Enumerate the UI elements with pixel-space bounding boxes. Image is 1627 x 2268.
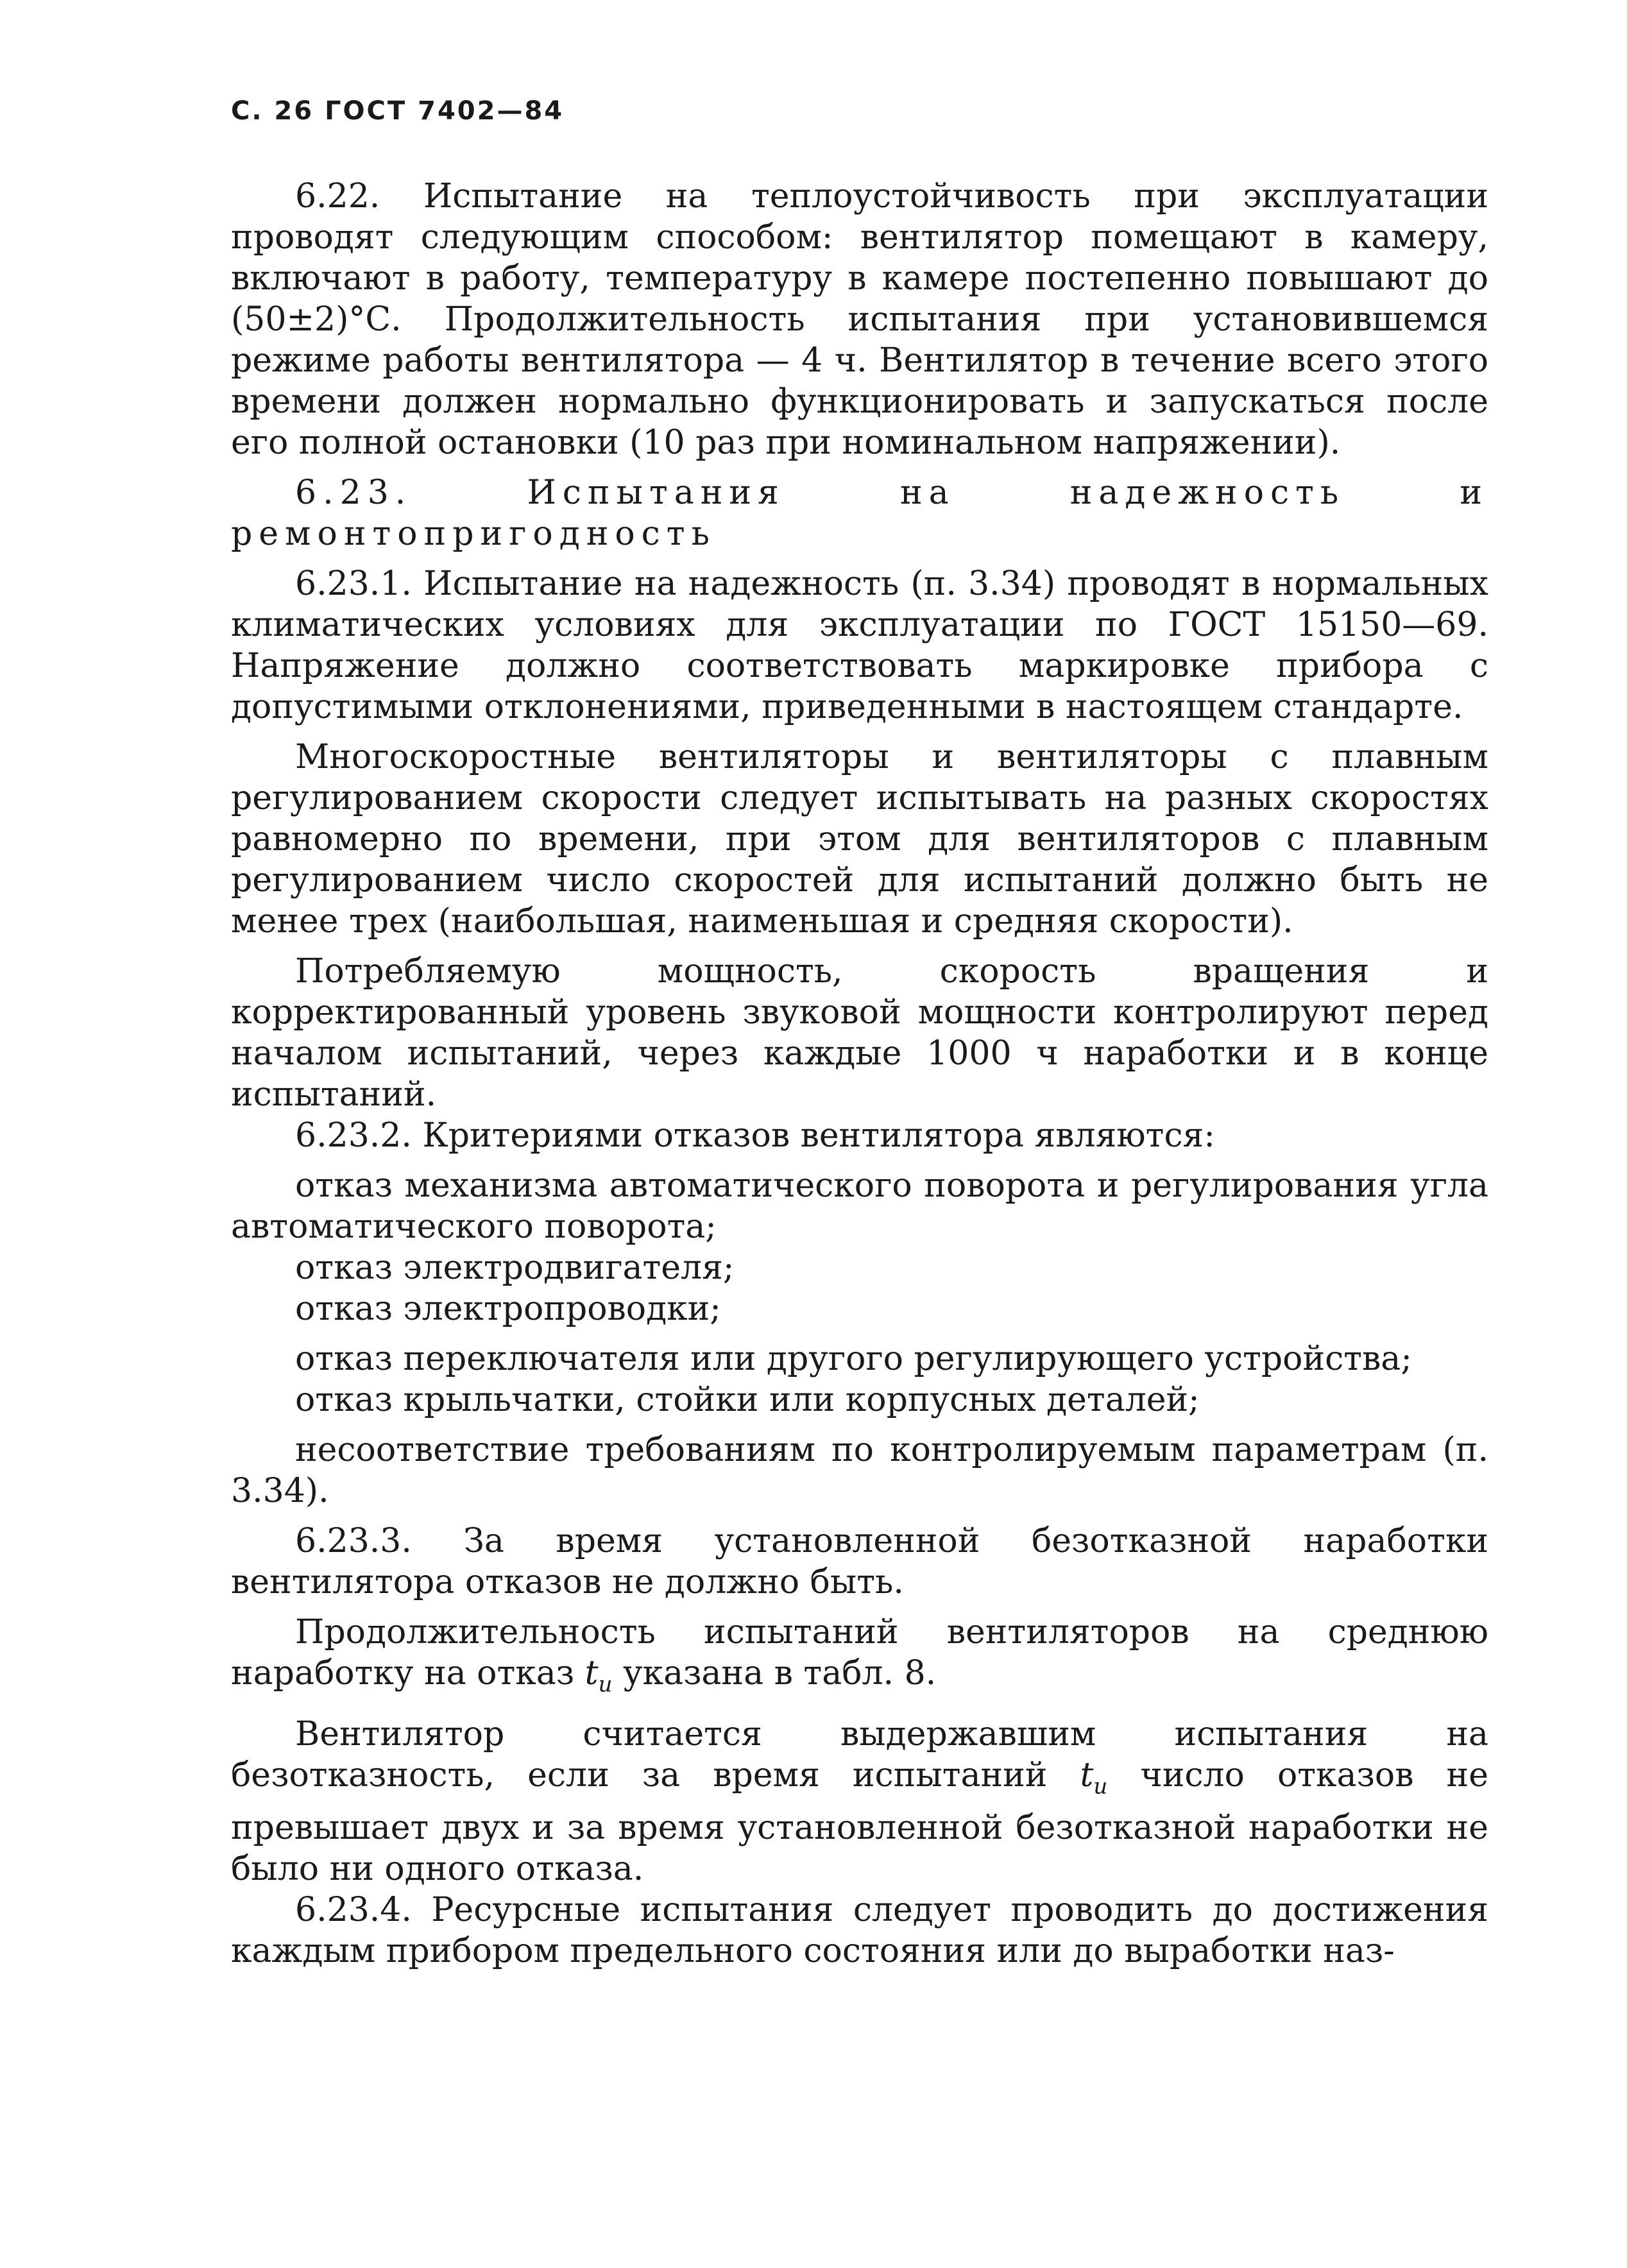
- paragraph-power-control: Потребляемую мощность, скорость вращения и корректированный уровень звуковой мощности контролируют перед началом испытаний, через каждые 1000 ч наработки и в конце испытаний.: [231, 952, 1488, 1114]
- failure-criterion-2: отказ электродвигателя;: [295, 1249, 735, 1287]
- document-page: [231, 96, 1488, 1972]
- variable-t: t: [1080, 1756, 1094, 1795]
- test-duration-text-after: указана в табл. 8.: [612, 1654, 937, 1692]
- paragraph-passed-criteria: [231, 1714, 1488, 1889]
- test-duration-text-before: Продолжительность испытаний вентиляторов на среднюю наработку на отказ: [231, 1613, 1488, 1692]
- paragraph-6-23-1: 6.23.1. Испытание на надежность (п. 3.34) проводят в нормальных климатических условиях для эксплуатации по ГОСТ 15150—69. Напряжение должно соответствовать маркировке прибора с допустимыми отклонениями, приведенными в настоящем стандарте.: [231, 565, 1488, 726]
- page-header: С. 26 ГОСТ 7402—84: [231, 96, 565, 126]
- failure-criterion-3: отказ электропроводки;: [295, 1290, 721, 1328]
- variable-t-subscript: и: [598, 1671, 613, 1698]
- failure-criterion-6: несоответствие требованиям по контролируемым параметрам (п. 3.34).: [231, 1431, 1488, 1510]
- passed-text-after: число отказов не превышает двух и за время установленной безотказной наработки не было ни одного отказа.: [231, 1756, 1488, 1888]
- paragraph-6-23-3: 6.23.3. За время установленной безотказной наработки вентилятора отказов не должно быть.: [231, 1522, 1488, 1601]
- paragraph-multispeed: Многоскоростные вентиляторы и вентиляторы с плавным регулированием скорости следует испытывать на разных скоростях равномерно по времени, при этом для вентиляторов с плавным регулированием число скоростей для испытаний должно быть не менее трех (наибольшая, наименьшая и средняя скорости).: [231, 738, 1488, 941]
- section-heading-6-23: 6.23. Испытания на надежность и ремонтопригодность: [231, 473, 1488, 553]
- paragraph-6-23-2: 6.23.2. Критериями отказов вентилятора являются:: [295, 1116, 1215, 1155]
- paragraph-6-23-4: 6.23.4. Ресурсные испытания следует проводить до достижения каждым прибором предельного состояния или до выработки наз-: [231, 1890, 1488, 1970]
- passed-text-before: Вентилятор считается выдержавшим испытания на безотказность, если за время испытаний: [231, 1715, 1488, 1795]
- paragraph-6-22: 6.22. Испытание на теплоустойчивость при эксплуатации проводят следующим способом: вентилятор помещают в камеру, включают в работу, температуру в камере постепенно повышают до (50±2)°С. Продолжительность испытания при установившемся режиме работы вентилятора — 4 ч. Вентилятор в течение всего этого времени должен нормально функционировать и запускаться после его полной остановки (10 раз при номинальном напряжении).: [231, 177, 1488, 462]
- variable-t: t: [584, 1654, 599, 1692]
- failure-criterion-1: отказ механизма автоматического поворота и регулирования угла автоматического поворота;: [231, 1166, 1488, 1246]
- failure-criterion-5: отказ крыльчатки, стойки или корпусных деталей;: [295, 1381, 1200, 1419]
- paragraph-test-duration: [231, 1612, 1488, 1705]
- failure-criterion-4: отказ переключателя или другого регулирующего устройства;: [295, 1340, 1412, 1378]
- variable-t-subscript: и: [1093, 1773, 1108, 1800]
